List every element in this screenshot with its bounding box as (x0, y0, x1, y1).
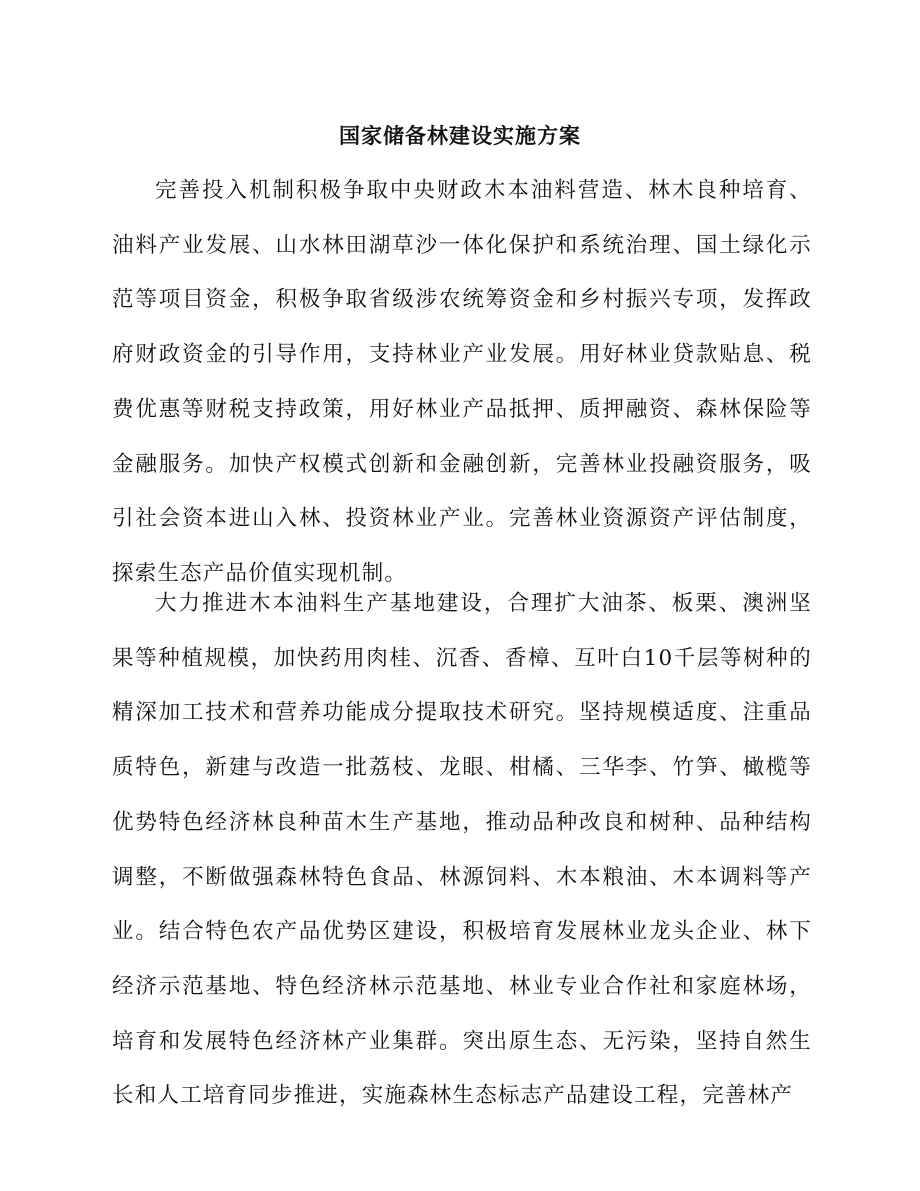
document-title: 国家储备林建设实施方案 (339, 123, 581, 148)
paragraph-funding: 完善投入机制积极争取中央财政木本油料营造、林木良种培育、油料产业发展、山水林田湖草沙一体化保护和系统治理、国土绿化示范等项目资金，积极争取省级涉农统筹资金和乡村振兴专项，发挥政府财政资金的引导作用，支持林业产业发展。用好林业贷款贴息、税费优惠等财税支持政策，用好林业产品抵押、质押融资、森林保险等金融服务。加快产权模式创新和金融创新，完善林业投融资服务，吸引社会资本进山入林、投资林业产业。完善林业资源资产评估制度，探索生态产品价值实现机制。 (112, 178, 812, 586)
paragraph-oil-base: 大力推进木本油料生产基地建设，合理扩大油茶、板栗、澳洲坚果等种植规模，加快药用肉桂、沉香、香樟、互叶白10千层等树种的精深加工技术和营养功能成分提取技术研究。坚持规模适度、注重品质特色，新建与改造一批荔枝、龙眼、柑橘、三华李、竹笋、橄榄等优势特色经济林良种苗木生产基地，推动品种改良和树种、品种结构调整，不断做强森林特色食品、林源饲料、木本粮油、木本调料等产业。结合特色农产品优势区建设，积极培育发展林业龙头企业、林下经济示范基地、特色经济林示范基地、林业专业合作社和家庭林场，培育和发展特色经济林产业集群。突出原生态、无污染，坚持自然生长和人工培育同步推进，实施森林生态标志产品建设工程，完善林产 (112, 591, 812, 1109)
